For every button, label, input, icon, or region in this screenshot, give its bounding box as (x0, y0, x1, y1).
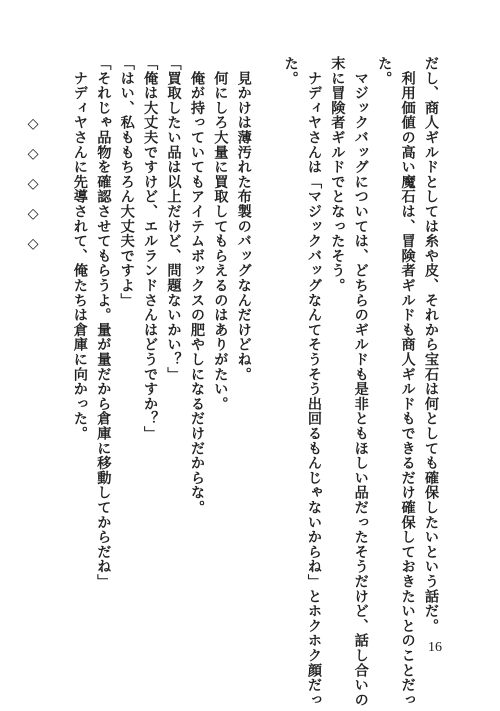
page-number: 16 (428, 640, 442, 655)
text-line: 利用価値の高い魔石は、冒険者ギルドも商人ギルドもできるだけ確保しておきたいとのことだっ (399, 56, 416, 708)
dialogue-line: 「はい、私ももちろん大丈夫ですよ」 (118, 56, 135, 308)
text-line: だし、商人ギルドとしては糸や皮、それから宝石は何としても確保したいという話だ。 (423, 56, 439, 634)
text-line: マジックバッグについては、どちらのギルドも是非ともほしい品だったそうだけど、話し合いの (352, 56, 369, 708)
text-line: 俺が持っていてもアイテムボックスの肥やしになるだけだからな。 (188, 56, 205, 515)
blank-line (44, 56, 67, 576)
scene-break-diamonds: ◇◇◇◇◇ (25, 116, 42, 266)
text-line: た。 (282, 56, 299, 86)
text-line: 何にしろ大量に買取してもらえるのはありがたい。 (212, 56, 229, 412)
dialogue-line: 「それじゃ品物を確認させてもらうよ。量が量だから倉庫に移動してからだね」 (95, 56, 112, 589)
text-line: 見かけは薄汚れた布製のバッグなんだけどね。 (235, 56, 252, 382)
text-line: 末に冒険者ギルドでとなったそう。 (329, 56, 346, 293)
text-line: ナディヤさんは「マジックバッグなんてそうそう出回るもんじゃないからね」とホクホク顔だっ (305, 56, 322, 708)
text-line: た。 (376, 56, 393, 86)
dialogue-line: 「買取したい品は以上だけど、問題ないかい？」 (165, 56, 182, 382)
blank-line (255, 56, 278, 576)
dialogue-line: 「俺は大丈夫ですけど、エルランドさんはどうですか？」 (142, 56, 159, 441)
text-line: ナディヤさんに先導されて、俺たちは倉庫に向かった。 (71, 56, 88, 441)
